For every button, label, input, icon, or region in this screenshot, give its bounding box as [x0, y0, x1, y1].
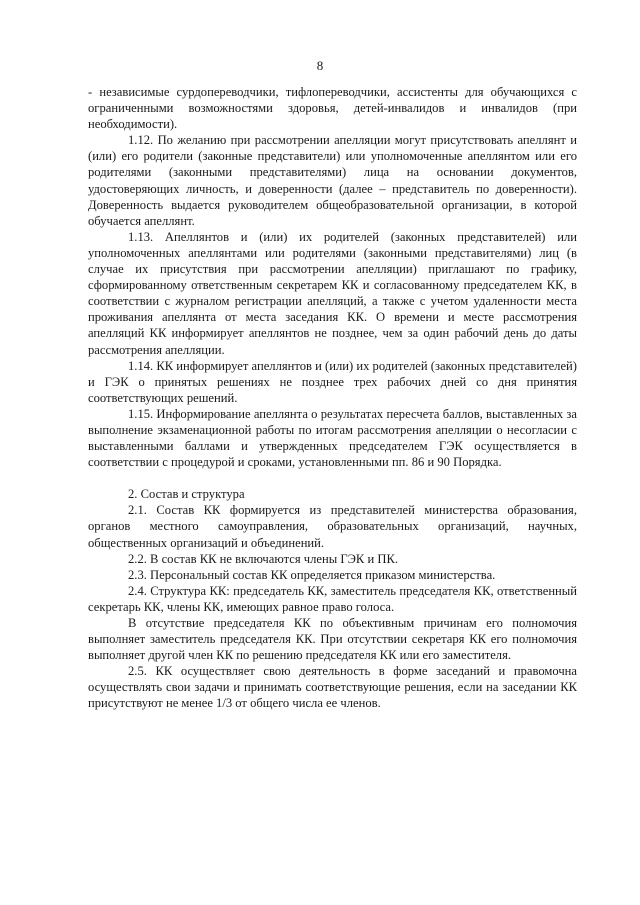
- document-body: [88, 84, 577, 712]
- paragraph-assistants: - независимые сурдопереводчики, тифлопереводчики, ассистенты для обучающихся с ограниченными возможностями здоровья, детей-инвалидов и инвалидов (при необходимости).: [88, 85, 577, 132]
- page-number: 8: [316, 58, 324, 73]
- paragraph-1-14: 1.14. КК информирует апеллянтов и (или) их родителей (законных представителей) и ГЭК о принятых решениях не позднее трех рабочих дней со дня принятия соответствующих решений.: [88, 358, 577, 405]
- paragraph-2-1: 2.1. Состав КК формируется из представителей министерства образования, органов местного самоуправления, образовательных организаций, научных, общественных организаций и объединений.: [88, 503, 577, 550]
- paragraph-1-13: 1.13. Апеллянтов и (или) их родителей (законных представителей) или уполномоченных апеллянтами или родителями (законными представителями) лиц (в случае их присутствия при рассмотрении апелляции) приглашают по графику, сформированному ответственным секретарем КК и согласованному председателем КК, в соответствии с журналом регистрации апелляций, а также с учетом удаленности места проживания апеллянта от места заседания КК. О времени и месте рассмотрения апелляций КК информирует апеллянтов не позднее, чем за один рабочий день до даты рассмотрения апелляции.: [88, 229, 577, 357]
- paragraph-2-2: 2.2. В состав КК не включаются члены ГЭК и ПК.: [128, 551, 399, 566]
- paragraph-2-3: 2.3. Персональный состав КК определяется приказом министерства.: [128, 567, 496, 582]
- paragraph-2-5: 2.5. КК осуществляет свою деятельность в форме заседаний и правомочна осуществлять свои задачи и принимать соответствующие решения, если на заседании КК присутствуют не менее 1/3 от общего числа ее членов.: [88, 664, 577, 711]
- paragraph-1-12: 1.12. По желанию при рассмотрении апелляции могут присутствовать апеллянт и (или) его родители (законные представители) или уполномоченные апеллянтом или его родителями (законными представителями) лица на основании документов, удостоверяющих личность, и доверенности (далее – представитель по доверенности). Доверенность выдается руководителем общеобразовательной организации, в которой обучается апеллянт.: [88, 133, 577, 228]
- paragraph-1-15: 1.15. Информирование апеллянта о результатах пересчета баллов, выставленных за выполнение экзаменационной работы по итогам рассмотрения апелляции о несогласии с выставленными баллами и утвержденных председателем ГЭК осуществляется в соответствии с процедурой и сроками, установленными пп. 86 и 90 Порядка.: [88, 406, 577, 470]
- paragraph-2-4: 2.4. Структура КК: председатель КК, заместитель председателя КК, ответственный секретарь КК, члены КК, имеющих равное право голоса.: [88, 583, 577, 614]
- paragraph-absence: В отсутствие председателя КК по объективным причинам его полномочия выполняет заместитель председателя КК. При отсутствии секретаря КК его полномочия выполняет другой член КК по решению председателя КК или его заместителя.: [88, 616, 577, 663]
- section-heading: 2. Состав и структура: [128, 487, 245, 502]
